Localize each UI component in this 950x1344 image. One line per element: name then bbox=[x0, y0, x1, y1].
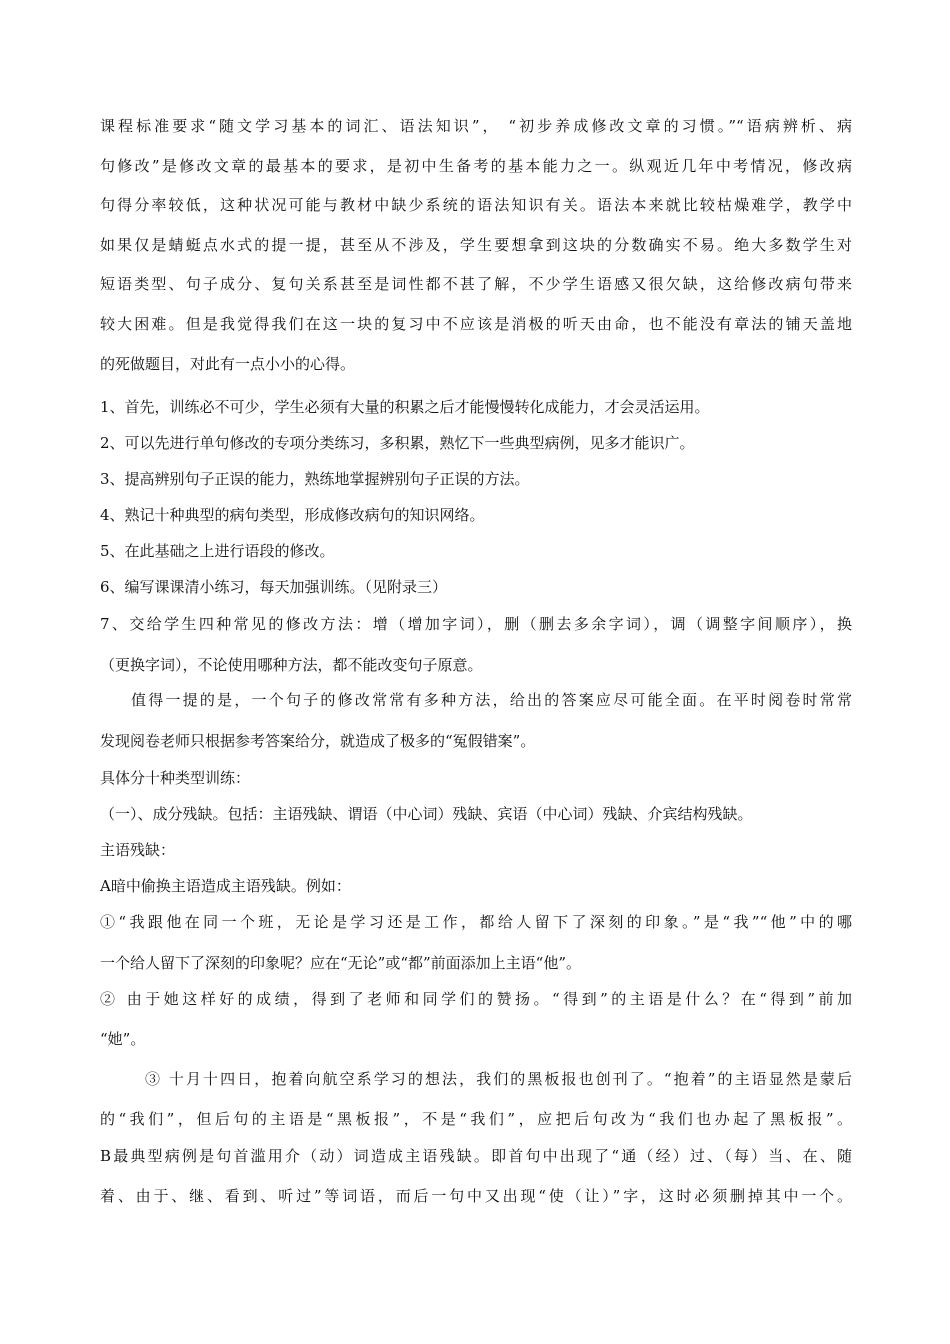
step-item: 5、在此基础之上进行语段的修改。 bbox=[100, 542, 335, 560]
intro-line: 较大困难。但是我觉得我们在这一块的复习中不应该是消极的听天由命，也不能没有章法的铺天盖地 bbox=[100, 315, 852, 333]
step-item: 3、提高辨别句子正误的能力，熟练地掌握辨别句子正误的方法。 bbox=[100, 470, 530, 488]
step-item: 4、熟记十种典型的病句类型，形成修改病句的知识网络。 bbox=[100, 506, 485, 524]
step-item: 7、交给学生四种常见的修改方法：增（增加字词），删（删去多余字词），调（调整字间顺序），换 bbox=[100, 615, 852, 633]
case-b-line: 着、由于、继、看到、听过”等词语，而后一句中又出现“使（让）”字，这时必须删掉其中一个。 bbox=[100, 1187, 852, 1205]
intro-line: 如果仅是蜻蜓点水式的提一提，甚至从不涉及，学生要想拿到这块的分数确实不易。绝大多数学生对 bbox=[100, 236, 852, 254]
example-line: ①“我跟他在同一个班，无论是学习还是工作，都给人留下了深刻的印象。”是“我”“他”中的哪 bbox=[100, 913, 852, 931]
example-line: “她”。 bbox=[100, 1030, 146, 1048]
step-item: 2、可以先进行单句修改的专项分类练习，多积累，熟忆下一些典型病例，见多才能识广。 bbox=[100, 434, 695, 452]
example-line: ③ 十月十四日，抱着向航空系学习的想法，我们的黑板报也创刊了。“抱着”的主语显然是蒙后 bbox=[145, 1070, 852, 1088]
case-a-heading: A暗中偷换主语造成主语残缺。例如： bbox=[100, 877, 351, 895]
step-item: 1、首先，训练必不可少，学生必须有大量的积累之后才能慢慢转化成能力，才会灵活运用。 bbox=[100, 398, 710, 416]
note-line: 发现阅卷老师只根据参考答案给分，就造成了极多的“冤假错案”。 bbox=[100, 732, 536, 750]
example-line: 一个给人留下了深刻的印象呢？应在“无论”或“都”前面添加上主语“他”。 bbox=[100, 954, 582, 972]
note-line: 值得一提的是，一个句子的修改常常有多种方法，给出的答案应尽可能全面。在平时阅卷时常常 bbox=[131, 691, 852, 709]
section-heading: 具体分十种类型训练： bbox=[100, 769, 251, 787]
intro-line: 短语类型、句子成分、复句关系甚至是词性都不甚了解，不少学生语感又很欠缺，这给修改病句带来 bbox=[100, 275, 852, 293]
sub-heading: 主语残缺： bbox=[100, 841, 176, 859]
intro-line: 课程标准要求“随文学习基本的词汇、语法知识”， “初步养成修改文章的习惯。”“语病辨析、病 bbox=[100, 117, 852, 135]
example-line: ② 由于她这样好的成绩，得到了老师和同学们的赞扬。“得到”的主语是什么？在“得到”前加 bbox=[100, 990, 852, 1008]
step-item: （更换字词），不论使用哪种方法，都不能改变句子原意。 bbox=[100, 656, 483, 674]
category-line: （一）、成分残缺。包括：主语残缺、谓语（中心词）残缺、宾语（中心词）残缺、介宾结构残缺。 bbox=[100, 805, 753, 823]
intro-line: 的死做题目，对此有一点小小的心得。 bbox=[100, 355, 356, 373]
case-b-line: B最典型病例是句首滥用介（动）词造成主语残缺。即首句中出现了“通（经）过、（每）当、在、随 bbox=[100, 1147, 852, 1165]
intro-line: 句得分率较低，这种状况可能与教材中缺少系统的语法知识有关。语法本来就比较枯燥难学，教学中 bbox=[100, 196, 852, 214]
step-item: 6、编写课课清小练习，每天加强训练。（见附录三） bbox=[100, 578, 448, 596]
intro-line: 句修改”是修改文章的最基本的要求，是初中生备考的基本能力之一。纵观近几年中考情况，修改病 bbox=[100, 157, 852, 175]
example-line: 的“我们”，但后句的主语是“黑板报”，不是“我们”，应把后句改为“我们也办起了黑板报”。 bbox=[100, 1110, 852, 1128]
